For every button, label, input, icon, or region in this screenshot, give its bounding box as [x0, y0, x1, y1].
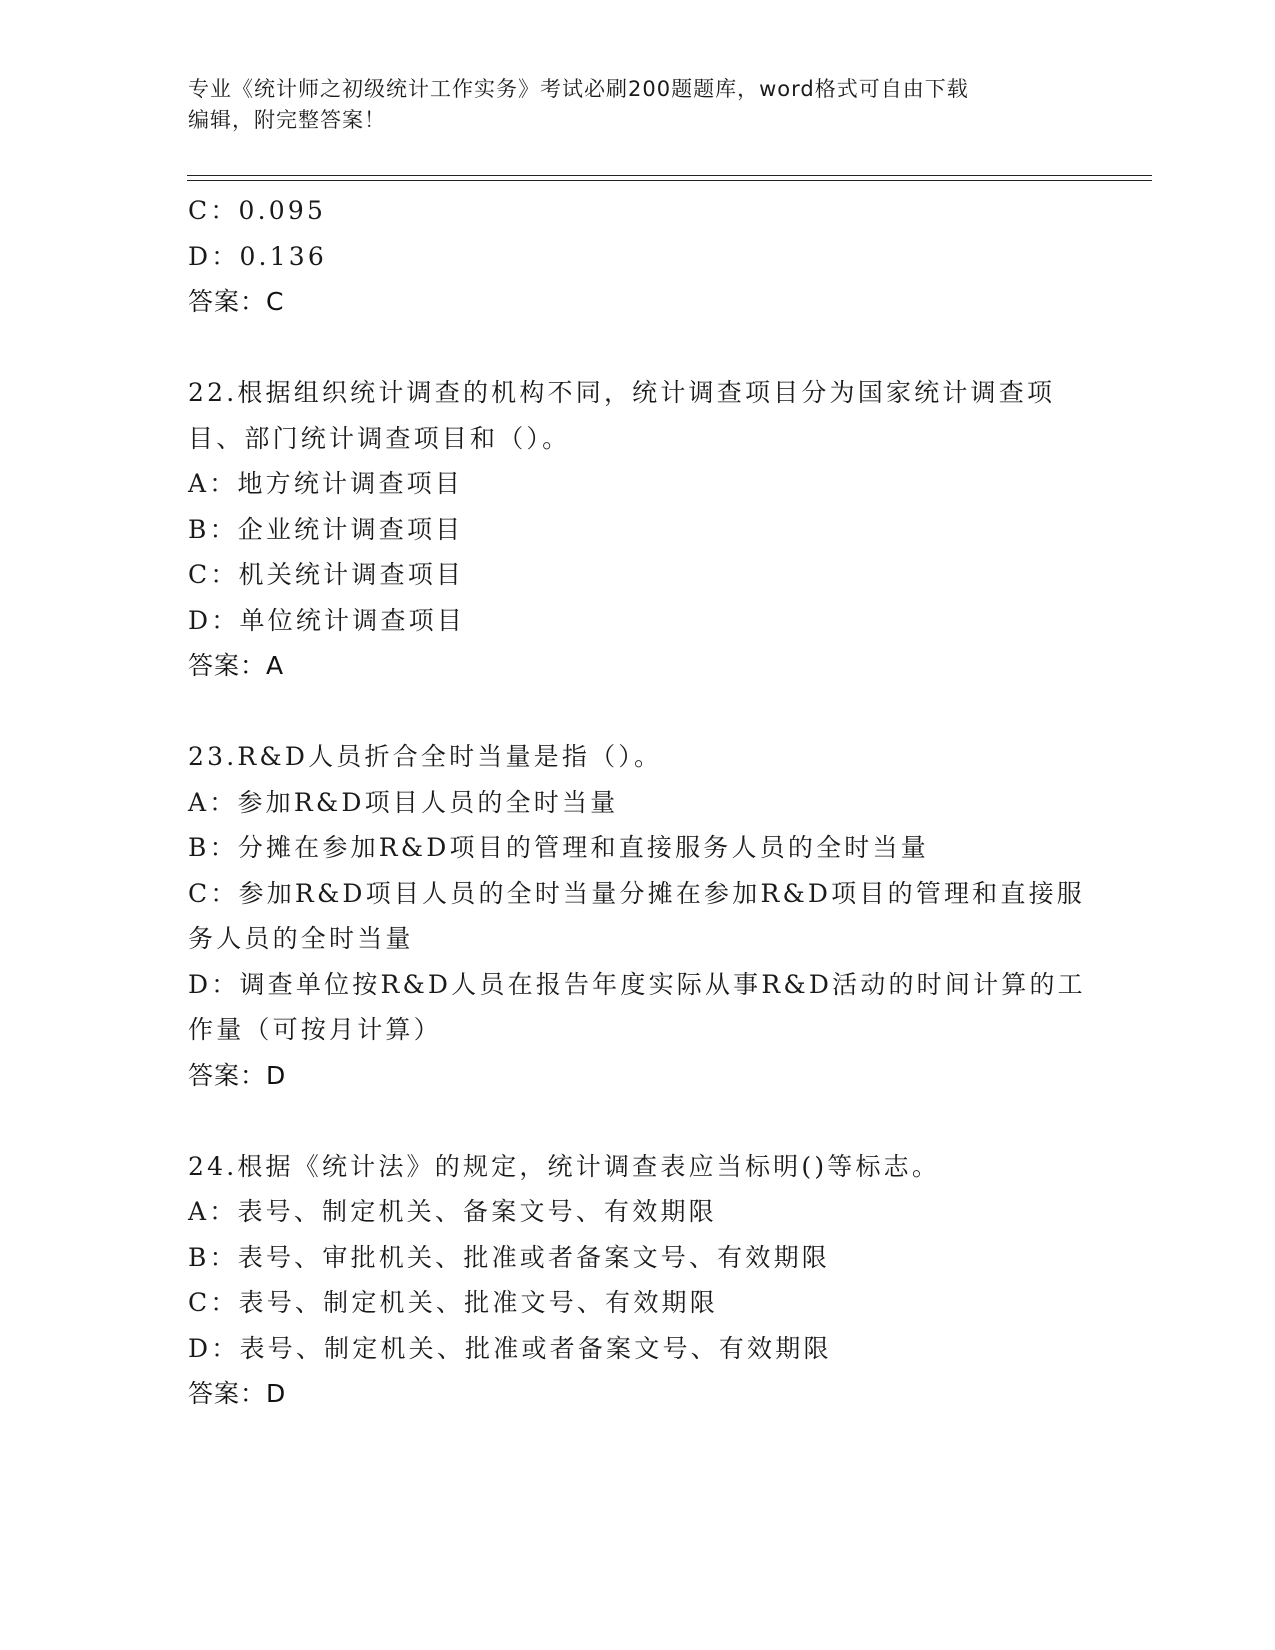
spacer	[188, 1098, 1088, 1144]
question-stem: 22.根据组织统计调查的机构不同，统计调查项目分为国家统计调查项	[188, 378, 1056, 407]
option-c: C：参加R&D项目人员的全时当量分摊在参加R&D项目的管理和直接服	[188, 878, 1085, 908]
option-c: C：机关统计调查项目	[188, 560, 465, 589]
header-line-1: 专业《统计师之初级统计工作实务》考试必刷200题题库，word格式可自由下载	[188, 77, 969, 101]
header-divider	[187, 175, 1152, 181]
question-stem: 24.根据《统计法》的规定，统计调查表应当标明()等标志。	[188, 1151, 941, 1181]
answer-line: 答案：C	[188, 287, 285, 316]
option-d: D：单位统计调查项目	[188, 605, 466, 635]
option-c: C：0.095	[188, 196, 327, 225]
question-21-tail	[188, 188, 1088, 325]
option-d-continued: 作量（可按月计算）	[188, 1015, 442, 1044]
question-stem: 目、部门统计调查项目和（）。	[188, 423, 571, 453]
document-header	[188, 74, 1068, 136]
question-23	[188, 734, 1088, 1098]
option-c-continued: 务人员的全时当量	[188, 924, 414, 953]
option-b: B：表号、审批机关、批准或者备案文号、有效期限	[188, 1242, 830, 1272]
header-line-2: 编辑，附完整答案！	[188, 108, 386, 132]
spacer	[188, 325, 1088, 371]
answer-line: 答案：A	[188, 651, 285, 680]
option-d: D：调查单位按R&D人员在报告年度实际从事R&D活动的时间计算的工	[188, 969, 1086, 999]
question-24	[188, 1144, 1088, 1417]
spacer	[188, 689, 1088, 735]
option-a: A：参加R&D项目人员的全时当量	[188, 787, 619, 817]
answer-line: 答案：D	[188, 1379, 287, 1408]
question-22	[188, 370, 1088, 689]
question-stem: 23.R&D人员折合全时当量是指（）。	[188, 742, 663, 771]
option-b: B：分摊在参加R&D项目的管理和直接服务人员的全时当量	[188, 833, 929, 862]
document-body	[188, 188, 1088, 1417]
option-a: A：地方统计调查项目	[188, 469, 464, 498]
answer-line: 答案：D	[188, 1060, 287, 1090]
option-d: D：表号、制定机关、批准或者备案文号、有效期限	[188, 1333, 832, 1363]
option-a: A：表号、制定机关、备案文号、有效期限	[188, 1197, 717, 1226]
option-c: C：表号、制定机关、批准文号、有效期限	[188, 1288, 718, 1317]
option-d: D：0.136	[188, 241, 328, 271]
option-b: B：企业统计调查项目	[188, 514, 464, 544]
